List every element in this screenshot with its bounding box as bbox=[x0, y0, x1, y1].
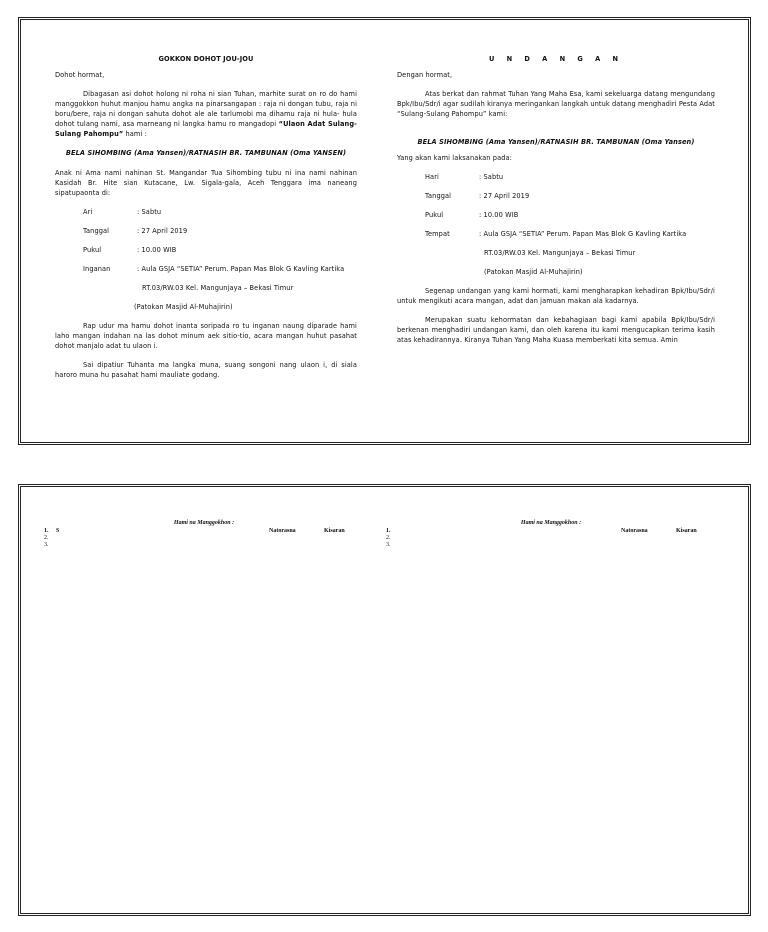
left-couple-name: BELA SIHOMBING (Ama Yansen)/RATNASIH BR. TAMBUNAN (Oma YANSEN) bbox=[65, 149, 347, 157]
right-column-indonesian bbox=[397, 54, 715, 354]
left-detail-row: Pukul : 10.00 WIB bbox=[83, 246, 177, 254]
left-para3: Rap udur ma hamu dohot inanta soripada ro tu inganan naung diparade hami laho mangan indahan na las dohot minum aek sitio-tio, acara mangan huhut pasahat dohot manjalo adat tu ulaon i. bbox=[55, 322, 357, 350]
right-para1: Atas berkat dan rahmat Tuhan Yang Maha Esa, kami sekeluarga datang mengundang Bpk/Ibu/Sdr/i agar sudilah kiranya meringankan langkah untuk datang menghadiri Pesta Adat “Sulang-Sulang Pahompu” kami: bbox=[397, 90, 715, 118]
left-para1: Dibagasan asi dohot holong ni roha ni sian Tuhan, marhite surat on ro do hami manggokkon huhut manjou hamu angka na pinarsangapan : raja ni dongan tubu, raja ni boru/bere, raja ni dongan sahuta dohot ale ale tarlumobi ma dihamu raja ni hula- hula dohot tulang nami, asa marneang ni langka hamu ro mangadopi “Ulaon Adat Sulang-Sulang Pahompu” hami : bbox=[55, 90, 357, 138]
left-title: GOKKON DOHOT JOU-JOU bbox=[158, 55, 254, 63]
left-detail-row: Ari : Sabtu bbox=[83, 208, 162, 216]
right-address-line3: (Patokan Masjid Al-Muhajirin) bbox=[484, 268, 583, 276]
right-para3: Merupakan suatu kehormatan dan kebahagiaan bagi kami apabila Bpk/Ibu/Sdr/i berkenan menghadiri undangan kami, dan oleh karena itu kami mengucapkan terima kasih atas kehadirannya. Kiranya Tuhan Yang Maha Kuasa memberkati kita semua. Amin bbox=[397, 316, 715, 344]
right-title: U N D A N G A N bbox=[488, 55, 624, 63]
right-signature-block bbox=[386, 520, 716, 549]
left-signature-heading: Hami na Manggokhon : bbox=[173, 520, 235, 526]
right-detail-row: Hari : Sabtu bbox=[425, 173, 504, 181]
left-para4: Sai dipatiur Tuhanta ma langka muna, suang songoni nang ulaon i, di siala haroro muna hu pasahat hami mauliate godang. bbox=[55, 361, 357, 379]
right-detail-row: Tempat : Aula GSJA “SETIA” Perum. Papan Mas Blok G Kavling Kartika bbox=[425, 230, 687, 238]
right-para2: Segenap undangan yang kami hormati, kami mengharapkan kehadiran Bpk/Ibu/Sdr/i untuk mengikuti acara mangan, adat dan jamuan makan ala kadarnya. bbox=[397, 287, 715, 305]
left-signature-block bbox=[44, 520, 364, 549]
left-column-batak bbox=[55, 54, 357, 389]
right-intro: Yang akan kami laksanakan pada: bbox=[397, 154, 512, 162]
left-detail-row: Inganan : Aula GSJA “SETIA” Perum. Papan Mas Blok G Kavling Kartika bbox=[83, 265, 345, 273]
right-couple-name: BELA SIHOMBING (Ama Yansen)/RATNASIH BR. TAMBUNAN (Oma Yansen) bbox=[417, 138, 695, 146]
right-greeting: Dengan hormat, bbox=[397, 71, 453, 79]
right-address-line2: RT.03/RW.03 Kel. Mangunjaya – Bekasi Timur bbox=[484, 249, 636, 257]
signature-row: 2. bbox=[44, 535, 49, 541]
right-signature-heading: Hami na Manggokhon : bbox=[520, 520, 582, 526]
signature-row: 3. bbox=[44, 542, 49, 548]
right-detail-row: Tanggal : 27 April 2019 bbox=[425, 192, 530, 200]
signature-row: 3. bbox=[386, 542, 391, 548]
left-address-line2: RT.03/RW.03 Kel. Mangunjaya – Bekasi Timur bbox=[142, 284, 294, 292]
left-detail-row: Tanggal : 27 April 2019 bbox=[83, 227, 188, 235]
left-para2: Anak ni Ama nami nahinan St. Mangandar Tua Sihombing tubu ni ina nami nahinan Kasidah Br. Hite sian Kutacane, Lw. Sigala-gala, Aceh Tenggara ima naneang sipatupaonta di: bbox=[55, 169, 357, 197]
left-address-line3: (Patokan Masjid Al-Muhajirin) bbox=[134, 303, 233, 311]
signature-row: 1. Natorasna Kisaran bbox=[386, 528, 697, 534]
right-detail-row: Pukul : 10.00 WIB bbox=[425, 211, 519, 219]
signature-row: 1. S Natorasna Kisaran bbox=[44, 528, 345, 534]
signature-row: 2. bbox=[386, 535, 391, 541]
left-greeting: Dohot hormat, bbox=[55, 71, 105, 79]
